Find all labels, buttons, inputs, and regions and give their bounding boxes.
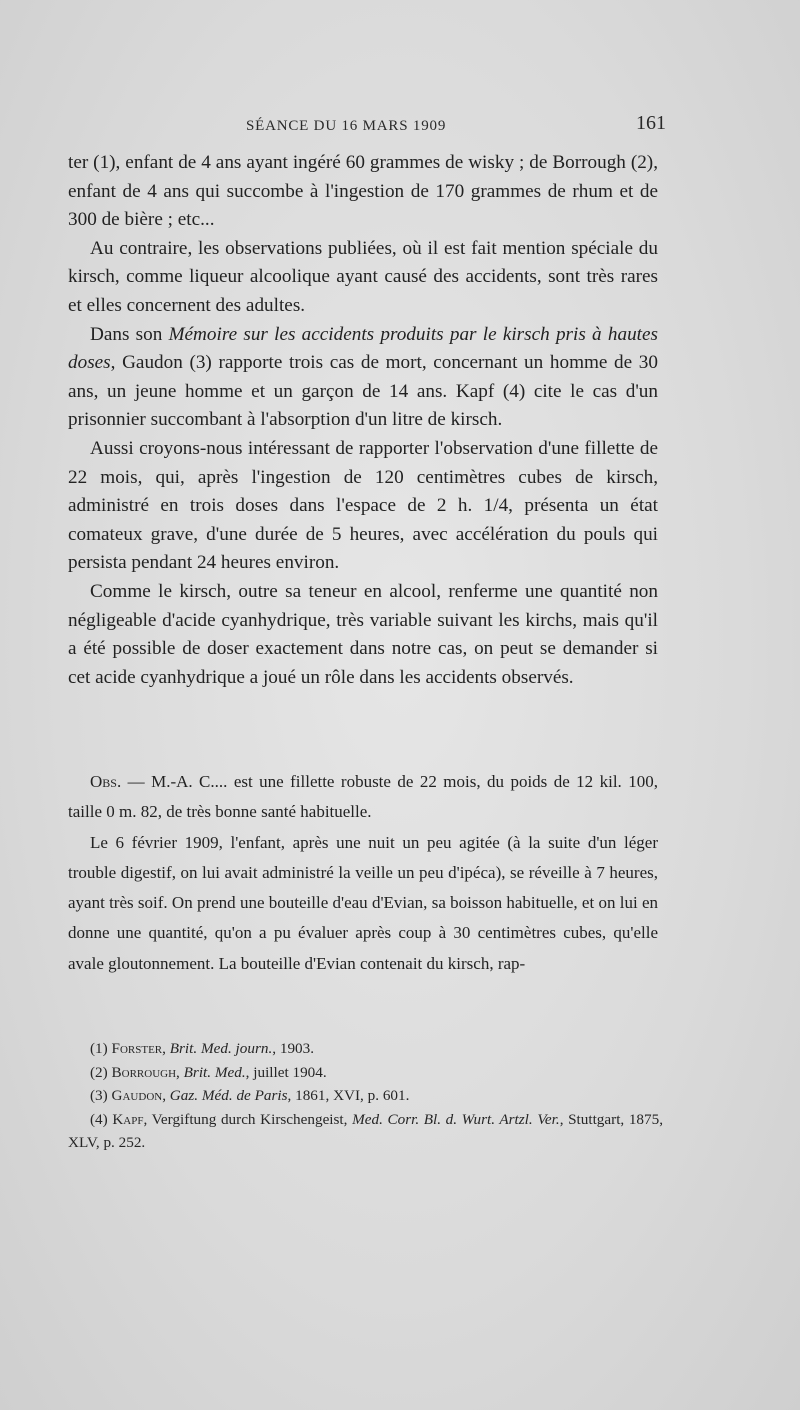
observation-text: — M.-A. C.... est une fillette robuste de 22 mois, du poids de 12 kil. 100, taille 0 m. 82, de très bonne santé habituelle.: [68, 772, 658, 822]
paragraph: Au contraire, les observations publiées, où il est fait mention spéciale du kirsch, comme liqueur alcoolique ayant causé des accidents, sont très rares et elles concernent des adultes.: [68, 237, 658, 316]
footnote: (1) Forster, Brit. Med. journ., 1903.: [90, 1040, 315, 1057]
main-text: [68, 149, 658, 692]
observation-section: [68, 767, 658, 979]
footnote-journal: Gaz. Méd. de Paris: [169, 1087, 288, 1105]
footnote: (3) Gaudon, Gaz. Méd. de Paris, 1861, XVI, p. 601.: [90, 1087, 410, 1105]
paragraph: Aussi croyons-nous intéressant de rapporter l'observation d'une fillette de 22 mois, qui, après l'ingestion de 120 centimètres cubes de kirsch, administré en trois doses dans l'espace de 2 h. 1/4, présenta un état comateux grave, d'une durée de 5 heures, avec accélération du pouls qui persista pendant 24 heures environ.: [68, 437, 658, 574]
footnote-rest: , 1861, XVI, p. 601.: [287, 1087, 410, 1105]
footnote-pre-journal: , Vergiftung durch Kirschengeist,: [143, 1110, 353, 1128]
footnote-number: (1): [90, 1040, 108, 1057]
footnote-journal: Brit. Med.: [183, 1063, 246, 1081]
paragraph-text: Dans son: [90, 323, 169, 345]
page-header: [68, 112, 666, 142]
footnote-author: Gaudon: [111, 1087, 163, 1105]
observation-paragraph: Le 6 février 1909, l'enfant, après une nuit un peu agitée (à la suite d'un léger trouble digestif, on lui avait administré la veille un peu d'ipéca), se réveille à 7 heures, ayant très soif. On prend une bouteille d'eau d'Evian, sa boisson habituelle, et on lui en donne une quantité, qu'on a pu évaluer après coup à 30 centimètres cubes, qu'elle avale gloutonnement. La bouteille d'Evian contenait du kirsch, rap-: [68, 832, 658, 973]
work-title: Mémoire sur les accidents produits par le kirsch pris à hautes doses: [68, 323, 658, 374]
footnote-rest: , Stuttgart, 1875, XLV, p. 252.: [68, 1110, 664, 1152]
observation-intro: [68, 767, 658, 828]
footnote-journal: Med. Corr. Bl. d. Wurt. Artzl. Ver.: [352, 1110, 560, 1128]
page-number: 161: [636, 112, 666, 134]
footnote: [68, 1108, 663, 1155]
footnote-author: Borrough: [111, 1063, 177, 1081]
footnote-number: (3): [90, 1087, 108, 1105]
footnote-number: (4): [90, 1110, 108, 1128]
footnotes: [68, 1037, 663, 1155]
footnote-author: Forster: [111, 1040, 163, 1057]
footnote-number: (2): [90, 1063, 108, 1081]
paragraph-continuation: ter (1), enfant de 4 ans ayant ingéré 60 grammes de wisky ; de Borrough (2), enfant de 4 ans qui succombe à l'ingestion de 170 grammes de rhum et de 300 de bière ; etc...: [68, 152, 658, 231]
running-title: SÉANCE DU 16 MARS 1909: [246, 118, 447, 134]
footnote-rest: , juillet 1904.: [245, 1063, 327, 1081]
footnote-author: Kapf: [112, 1110, 144, 1128]
paragraph-memoire: [68, 321, 658, 435]
footnote: (2) Borrough, Brit. Med., juillet 1904.: [90, 1063, 327, 1081]
paragraph: Comme le kirsch, outre sa teneur en alcool, renferme une quantité non négligeable d'acide cyanhydrique, très variable suivant les kirchs, mais qu'il a été possible de doser exactement dans notre cas, on peut se demander si cet acide cyanhydrique a joué un rôle dans les accidents observés.: [68, 580, 658, 688]
observation-label: Obs.: [90, 772, 122, 791]
footnote-rest: , 1903.: [272, 1040, 315, 1057]
paragraph-text: , Gaudon (3) rapporte trois cas de mort, concernant un homme de 30 ans, un jeune homme et un garçon de 14 ans. Kapf (4) cite le cas d'un prisonnier succombant à l'absorption d'un litre de kirsch.: [68, 352, 658, 431]
footnote-journal: Brit. Med. journ.: [169, 1040, 273, 1057]
